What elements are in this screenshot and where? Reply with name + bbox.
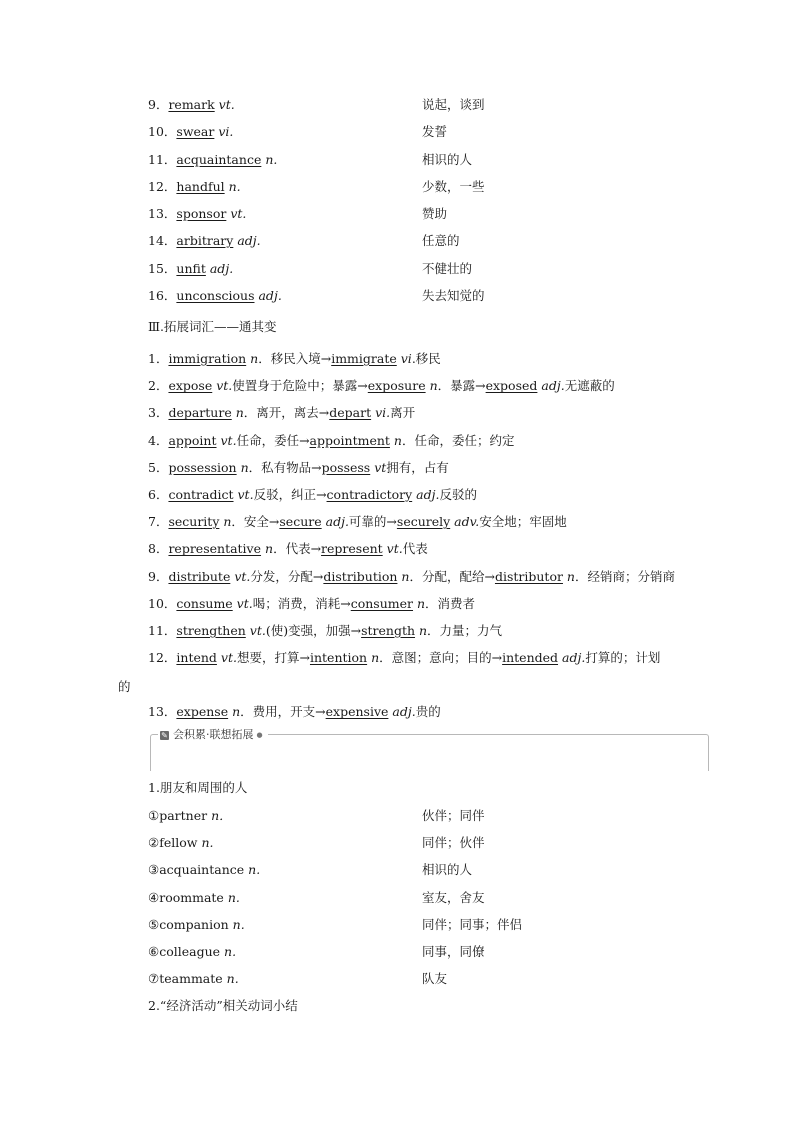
section-title: Ⅲ.拓展词汇——通其变: [148, 319, 277, 334]
part-of-speech: vt.: [230, 206, 247, 221]
tip-box-title: 会积累·联想拓展: [173, 728, 254, 741]
meaning-text: 任命，委任→: [236, 432, 310, 448]
part-of-speech: n: [413, 595, 426, 611]
expansion-item: [148, 623, 502, 639]
friend-meaning: 同伴；同事；伴侣: [422, 917, 523, 932]
meaning-text: ．离开，离去→: [243, 405, 330, 421]
meaning-text: ．意图；意向；目的→: [379, 650, 503, 666]
pencil-icon: ✎: [161, 730, 168, 740]
part-of-speech: vt.: [212, 378, 233, 394]
derived-word: possess: [321, 459, 371, 475]
part-of-speech: vi.: [371, 405, 391, 421]
item-number: ②: [148, 835, 160, 850]
derived-word: contradict: [168, 487, 234, 502]
meaning-text: 反驳，纠正→: [253, 487, 327, 502]
item-number: 4．: [148, 432, 169, 448]
meaning-text: 喝；消费，消耗→: [252, 595, 351, 611]
expansion-item: [148, 569, 675, 585]
expansion-item: [148, 514, 567, 530]
friend-word: partner: [159, 808, 208, 823]
derived-word: depart: [329, 405, 372, 421]
vocab-word: acquaintance: [176, 152, 262, 167]
part-of-speech: vt.: [218, 97, 235, 112]
derived-word: contradictory: [326, 487, 413, 502]
meaning-text: 离开: [390, 405, 416, 421]
meaning-text: ．安全→: [231, 514, 280, 530]
derived-word: immigration: [168, 351, 247, 366]
vocab-meaning: 说起，谈到: [422, 97, 485, 112]
expansion-item: [148, 378, 615, 394]
derived-word: expose: [168, 378, 213, 394]
meaning-text: ．费用，开支→: [240, 704, 326, 720]
meaning-text: 分发，分配→: [250, 568, 324, 584]
expansion-item: [148, 405, 415, 421]
derived-word: intended: [502, 650, 559, 666]
part-of-speech: n: [415, 623, 428, 638]
derived-word: distribute: [168, 568, 231, 584]
vocab-meaning: 任意的: [422, 233, 460, 248]
friend-word: fellow: [159, 835, 198, 850]
vocab-item: [148, 97, 235, 113]
part-of-speech: adj.: [412, 487, 440, 502]
meaning-text: 代表: [402, 541, 428, 557]
derived-word: consume: [176, 595, 233, 611]
item-number: ⑦: [148, 971, 160, 986]
part-of-speech: vt.: [233, 487, 254, 502]
dot-icon: ●: [256, 731, 263, 739]
part-of-speech: n: [228, 704, 241, 720]
meaning-text: 安全地；牢固地: [479, 514, 567, 530]
part-of-speech: adv.: [450, 514, 480, 530]
friend-meaning: 队友: [422, 971, 448, 986]
item-number: ⑤: [148, 917, 160, 932]
part-of-speech: n.: [201, 835, 214, 850]
item-number: 14．: [148, 233, 177, 248]
part-of-speech: n: [562, 568, 575, 584]
part-of-speech: n: [261, 541, 274, 557]
part-of-speech: vi: [396, 351, 412, 366]
item-number: 9．: [148, 97, 169, 112]
meaning-text: ．消费者: [425, 595, 476, 611]
vocab-meaning: 发誓: [422, 124, 448, 139]
derived-word: distributor: [494, 568, 563, 584]
vocab-meaning: 相识的人: [422, 152, 473, 167]
part-of-speech: n.: [265, 152, 278, 167]
vocab-word: remark: [168, 97, 215, 112]
friend-meaning: 相识的人: [422, 862, 473, 877]
friend-item: [148, 917, 245, 933]
vocab-word: swear: [176, 124, 215, 139]
derived-word: expense: [176, 704, 229, 720]
meaning-text: 贵的: [415, 704, 441, 720]
derived-word: representative: [168, 541, 262, 557]
derived-word: strength: [361, 623, 416, 638]
item-number: 11．: [148, 152, 177, 167]
derived-word: intend: [176, 650, 217, 666]
friend-meaning: 室友，舍友: [422, 890, 485, 905]
friend-item: [148, 862, 260, 878]
meaning-text: 使置身于危险中；暴露→: [232, 378, 368, 394]
derived-word: consumer: [350, 595, 414, 611]
derived-word: secure: [279, 514, 322, 530]
friend-meaning: 同伴；伙伴: [422, 835, 485, 850]
vocab-item: [148, 261, 233, 277]
tip-box-label: [158, 728, 268, 742]
friend-word: companion: [159, 917, 229, 932]
expansion-item: [148, 541, 428, 557]
friend-item: [148, 890, 240, 906]
meaning-text: ．任命，委任；约定: [401, 432, 515, 448]
part-of-speech: adj.: [558, 650, 586, 666]
part-of-speech: adj.: [321, 514, 349, 530]
item-number: ③: [148, 862, 160, 877]
expansion-item: [148, 704, 441, 720]
vocab-word: unconscious: [176, 288, 255, 303]
vocab-meaning: 赞助: [422, 206, 448, 221]
part-of-speech: n.: [232, 917, 245, 932]
meaning-text: ．私有物品→: [248, 459, 322, 475]
friend-word: colleague: [159, 944, 221, 959]
derived-word: strengthen: [176, 623, 246, 638]
part-of-speech: n.: [226, 971, 239, 986]
part-of-speech: n: [246, 351, 259, 366]
item-number: 10．: [148, 595, 177, 611]
part-of-speech: vi.: [218, 124, 234, 139]
derived-word: security: [168, 514, 220, 530]
friend-word: roommate: [159, 890, 224, 905]
derived-word: securely: [396, 514, 451, 530]
vocab-word: arbitrary: [176, 233, 234, 248]
friend-word: teammate: [159, 971, 223, 986]
vocab-item: [148, 124, 233, 140]
item-number: 2．: [148, 378, 169, 394]
wrapped-text: 的: [118, 679, 131, 694]
derived-word: immigrate: [331, 351, 397, 366]
part-of-speech: n: [367, 650, 380, 666]
expansion-item: [148, 460, 449, 476]
vocab-item: [148, 179, 241, 195]
meaning-text: (使)变强，加强→: [265, 623, 362, 638]
item-number: 16．: [148, 288, 177, 303]
friend-meaning: 同事，同僚: [422, 944, 485, 959]
meaning-text: ．移民入境→: [258, 351, 332, 366]
part-of-speech: vt.: [245, 623, 266, 638]
vocab-word: handful: [176, 179, 225, 194]
item-number: ①: [148, 808, 160, 823]
part-of-speech: vt: [370, 459, 387, 475]
meaning-text: 拥有，占有: [386, 459, 449, 475]
expansion-item: [148, 650, 660, 666]
derived-word: expensive: [325, 704, 389, 720]
item-number: 7．: [148, 514, 169, 530]
item-number: 1．: [148, 351, 169, 366]
part-of-speech: n．: [211, 808, 232, 823]
friend-item: [148, 835, 213, 851]
vocab-meaning: 失去知觉的: [422, 288, 485, 303]
derived-word: distribution: [323, 568, 398, 584]
derived-word: exposure: [367, 378, 426, 394]
part-of-speech: adj.: [388, 704, 416, 720]
meaning-text: ．经销商；分销商: [574, 568, 675, 584]
item-number: 12．: [148, 179, 177, 194]
part-of-speech: n: [425, 378, 438, 394]
meaning-text: ．代表→: [273, 541, 322, 557]
meaning-text: 反驳的: [439, 487, 477, 502]
derived-word: possession: [168, 459, 237, 475]
meaning-text: ．分配，配给→: [409, 568, 495, 584]
vocab-item: [148, 233, 261, 249]
friend-meaning: 伙伴；同伴: [422, 808, 485, 823]
item-number: 11．: [148, 623, 177, 638]
part-of-speech: n: [397, 568, 410, 584]
item-number: 13．: [148, 206, 177, 221]
derived-word: represent: [321, 541, 383, 557]
meaning-text: ．力量；力气: [427, 623, 503, 638]
meaning-text: 无遮蔽的: [564, 378, 615, 394]
item-number: 9．: [148, 568, 169, 584]
vocab-word: sponsor: [176, 206, 227, 221]
part-of-speech: n.: [228, 179, 241, 194]
meaning-text: .移民: [411, 351, 441, 366]
part-of-speech: adj.: [209, 261, 234, 276]
derived-word: intention: [309, 650, 368, 666]
group-title: 2.“经济活动”相关动词小结: [148, 998, 298, 1013]
derived-word: appoint: [168, 432, 217, 448]
part-of-speech: vt.: [232, 595, 253, 611]
vocab-item: [148, 288, 282, 304]
item-number: ④: [148, 890, 160, 905]
vocab-word: unfit: [176, 261, 206, 276]
expansion-item: [148, 433, 514, 449]
expansion-item: [148, 351, 441, 367]
friend-word: acquaintance: [159, 862, 245, 877]
meaning-text: 可靠的→: [348, 514, 397, 530]
vocab-item: [148, 206, 246, 222]
derived-word: departure: [168, 405, 232, 421]
group-title: 1.朋友和周围的人: [148, 780, 248, 795]
vocab-meaning: 不健壮的: [422, 261, 473, 276]
part-of-speech: n: [389, 432, 402, 448]
expansion-item: [148, 596, 475, 612]
item-number: 15．: [148, 261, 177, 276]
item-number: 10．: [148, 124, 177, 139]
part-of-speech: n: [231, 405, 244, 421]
part-of-speech: n: [219, 514, 232, 530]
part-of-speech: n.: [248, 862, 261, 877]
item-number: 12．: [148, 650, 177, 666]
item-number: 3．: [148, 405, 169, 421]
part-of-speech: vt.: [216, 650, 237, 666]
item-number: ⑥: [148, 944, 160, 959]
part-of-speech: adj.: [237, 233, 261, 248]
vocab-item: [148, 152, 277, 168]
item-number: 13．: [148, 704, 177, 720]
friend-item: [148, 944, 236, 960]
item-number: 6．: [148, 487, 169, 502]
part-of-speech: n.: [224, 944, 237, 959]
meaning-text: 想要，打算→: [236, 650, 310, 666]
item-number: 8．: [148, 541, 169, 557]
part-of-speech: adj.: [537, 378, 565, 394]
meaning-text: 打算的；计划: [585, 650, 661, 666]
friend-item: [148, 808, 232, 824]
item-number: 5．: [148, 459, 169, 475]
part-of-speech: n: [236, 459, 249, 475]
expansion-item: [148, 487, 477, 503]
derived-word: exposed: [485, 378, 538, 394]
friend-item: [148, 971, 239, 987]
part-of-speech: vt.: [382, 541, 403, 557]
part-of-speech: n.: [227, 890, 240, 905]
part-of-speech: vt.: [216, 432, 237, 448]
derived-word: appointment: [309, 432, 390, 448]
part-of-speech: adj.: [258, 288, 282, 303]
part-of-speech: vt.: [230, 568, 251, 584]
meaning-text: ．暴露→: [437, 378, 486, 394]
vocab-meaning: 少数，一些: [422, 179, 485, 194]
